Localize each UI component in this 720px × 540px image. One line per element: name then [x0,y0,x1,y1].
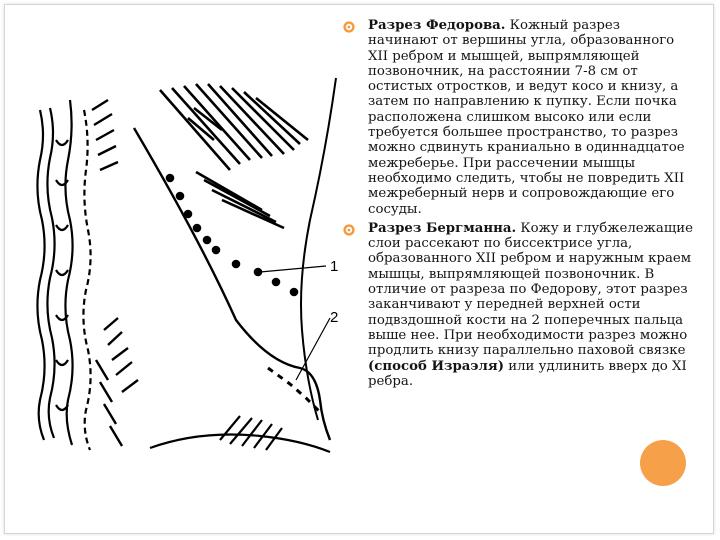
text-column [342,18,694,393]
surgical-incision-illustration [28,42,348,532]
marker-2-label: 2 [330,309,339,326]
bergmann-text: Кожу и глубжележащие слои рассекают по биссектрисе угла, образованного XII ребром и наружным краем мышцы, выпрямляющей позвоночник. В отличие от разреза по Федорову, этот разрез заканчивают у передней верхней ости подвздошной кости на 2 поперечных пальца выше нее. При необходимости разрез можно продлить книзу параллельно паховой связке [368,220,693,359]
lower-hatching [150,416,330,452]
bergmann-title: Разрез Бергманна. [368,220,517,236]
bergmann-tail: или удлинить вверх до XI ребра. [368,358,687,389]
marker-leader-lines [260,266,330,380]
fedorov-title: Разрез Федорова. [368,18,506,33]
bullet-bergmann [342,221,694,389]
incision-bergmann-dashes [268,368,320,412]
orange-bullet-icon [342,223,356,237]
fedorov-text: Кожный разрез начинают от вершины угла, образованного XII ребром и мышцей, выпрямляющей позвоночник, на расстоянии 7-8 см от остистых отростков, и ведут косо и книзу, а затем по направлению к пупку. Если почка расположена слишком высоко или если требуется большее пространство, то разрез можно сдвинуть краниально в одиннадцатое межреберье. При рассечении мышцы необходимо следить, чтобы не повредить XII межреберный нерв и сопровождающие его сосуды. [368,18,685,217]
marker-1-label: 1 [330,258,339,275]
orange-bullet-icon [342,20,356,34]
back-muscle-lines [92,100,138,446]
bullet-fedorov [342,18,694,217]
israel-method-note: (способ Израэля) [368,358,505,374]
rib-hatching [160,84,308,228]
spine-vertebrae [37,100,90,450]
flank-contour [301,78,339,420]
decorative-orange-circle [640,440,686,486]
